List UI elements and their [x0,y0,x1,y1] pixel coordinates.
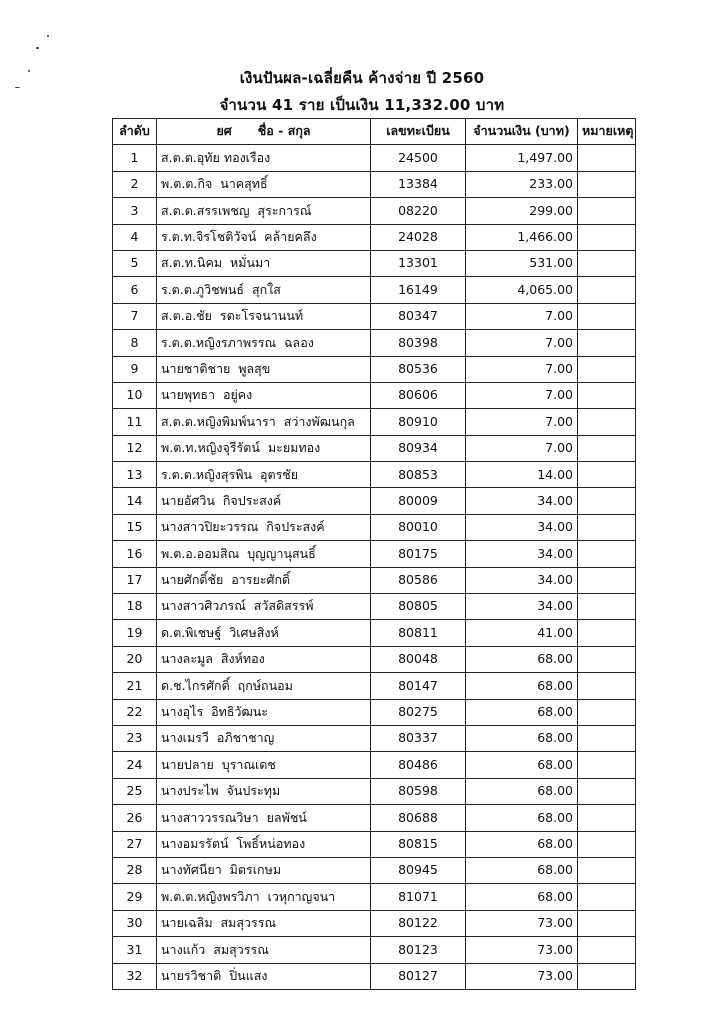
remark [578,752,636,778]
registration-number: 80486 [371,752,466,778]
amount: 34.00 [466,567,578,593]
amount: 1,497.00 [466,145,578,171]
amount: 34.00 [466,514,578,540]
header-no: ลำดับ [113,119,157,145]
member-name: นางสาววรรณวิษา ยลพัชน์ [157,805,371,831]
amount: 4,065.00 [466,277,578,303]
member-name: ร.ต.ต.หญิงสุรพิน อุตรชัย [157,462,371,488]
table-row [113,303,636,329]
member-name: นางอมรรัตน์ โพธิ์หน่อทอง [157,831,371,857]
registration-number: 80122 [371,910,466,936]
header-note: หมายเหตุ [578,119,636,145]
row-number: 3 [113,198,157,224]
registration-number: 80945 [371,857,466,883]
member-name: นางอุไร อิทธิวัฒนะ [157,699,371,725]
remark [578,409,636,435]
table-row [113,224,636,250]
table-row [113,910,636,936]
row-number: 32 [113,963,157,989]
row-number: 5 [113,250,157,276]
table-row [113,699,636,725]
remark [578,963,636,989]
table-row [113,805,636,831]
row-number: 18 [113,594,157,620]
member-name: ส.ต.อ.ชัย รตะโรจนานนท์ [157,303,371,329]
member-name: นายชาติชาย พูลสุข [157,356,371,382]
registration-number: 24500 [371,145,466,171]
registration-number: 80910 [371,409,466,435]
table-row [113,831,636,857]
registration-number: 16149 [371,277,466,303]
row-number: 20 [113,646,157,672]
registration-number: 81071 [371,884,466,910]
registration-number: 80398 [371,330,466,356]
amount: 41.00 [466,620,578,646]
amount: 68.00 [466,884,578,910]
registration-number: 80337 [371,725,466,751]
header-amount: จำนวนเงิน (บาท) [466,119,578,145]
row-number: 8 [113,330,157,356]
row-number: 14 [113,488,157,514]
registration-number: 80275 [371,699,466,725]
member-name: นางสาวศิวภรณ์ สวัสดิสรรพ์ [157,594,371,620]
table-row [113,725,636,751]
registration-number: 80123 [371,937,466,963]
row-number: 9 [113,356,157,382]
registration-number: 80606 [371,382,466,408]
amount: 7.00 [466,409,578,435]
row-number: 19 [113,620,157,646]
table-row [113,435,636,461]
row-number: 16 [113,541,157,567]
member-name: ส.ต.ท.นิคม หมั่นมา [157,250,371,276]
member-name: นางเมรวี อภิชาชาญ [157,725,371,751]
remark [578,382,636,408]
row-number: 2 [113,171,157,197]
document-subtitle: จำนวน 41 ราย เป็นเงิน 11,332.00 บาท [219,96,505,114]
amount: 7.00 [466,330,578,356]
registration-number: 80853 [371,462,466,488]
scan-speck [36,47,39,49]
registration-number: 80688 [371,805,466,831]
table-row [113,937,636,963]
member-name: นายพุทธา อยู่คง [157,382,371,408]
amount: 1,466.00 [466,224,578,250]
amount: 68.00 [466,646,578,672]
row-number: 26 [113,805,157,831]
remark [578,541,636,567]
remark [578,594,636,620]
amount: 73.00 [466,937,578,963]
registration-number: 80598 [371,778,466,804]
amount: 7.00 [466,435,578,461]
table-row [113,409,636,435]
remark [578,250,636,276]
registration-number: 80536 [371,356,466,382]
amount: 7.00 [466,382,578,408]
table-body [113,145,636,990]
row-number: 10 [113,382,157,408]
amount: 34.00 [466,488,578,514]
member-name: นายศักดิ์ชัย อารยะศักดิ์ [157,567,371,593]
remark [578,224,636,250]
row-number: 21 [113,673,157,699]
member-name: นางประไพ จันประทุม [157,778,371,804]
member-name: พ.ต.อ.ออมสิณ บุญญานุสนธิ์ [157,541,371,567]
header-reg: เลขทะเบียน [371,119,466,145]
member-name: พ.ต.ท.หญิงจุรีรัตน์ มะยมทอง [157,435,371,461]
member-name: ส.ต.ต.อุทัย ทองเรือง [157,145,371,171]
member-name: ส.ต.ต.หญิงพิมพ์นารา สว่างพัฒนกุล [157,409,371,435]
amount: 68.00 [466,805,578,831]
remark [578,831,636,857]
member-name: นางแก้ว สมสุวรรณ [157,937,371,963]
row-number: 27 [113,831,157,857]
amount: 299.00 [466,198,578,224]
table-header-row [113,119,636,145]
amount: 73.00 [466,910,578,936]
registration-number: 13384 [371,171,466,197]
member-name: ด.ต.พิเชษฐ์ วิเศษสิงห์ [157,620,371,646]
amount: 34.00 [466,541,578,567]
member-name: ร.ต.ต.ภูวิชพนธ์ สุกใส [157,277,371,303]
row-number: 30 [113,910,157,936]
member-name: ร.ต.ท.จิรโชติวัจน์ คล้ายคลึง [157,224,371,250]
registration-number: 13301 [371,250,466,276]
member-name: พ.ต.ต.กิจ นาคสุทธิ์ [157,171,371,197]
member-name: นางสาวปิยะวรรณ กิจประสงค์ [157,514,371,540]
amount: 7.00 [466,356,578,382]
table-row [113,541,636,567]
table-row [113,488,636,514]
row-number: 13 [113,462,157,488]
table-row [113,620,636,646]
remark [578,699,636,725]
registration-number: 80805 [371,594,466,620]
member-name: นายรวิชาติ ปิ่นแสง [157,963,371,989]
row-number: 7 [113,303,157,329]
registration-number: 80010 [371,514,466,540]
row-number: 31 [113,937,157,963]
remark [578,145,636,171]
registration-number: 80934 [371,435,466,461]
registration-number: 80815 [371,831,466,857]
remark [578,277,636,303]
amount: 73.00 [466,963,578,989]
table-row [113,145,636,171]
remark [578,884,636,910]
registration-number: 80147 [371,673,466,699]
table-row [113,778,636,804]
registration-number: 80009 [371,488,466,514]
remark [578,725,636,751]
amount: 14.00 [466,462,578,488]
remark [578,171,636,197]
member-name: นางละมูล สิงห์ทอง [157,646,371,672]
table-row [113,514,636,540]
registration-number: 80127 [371,963,466,989]
remark [578,514,636,540]
remark [578,567,636,593]
member-name: ส.ต.ต.สรรเพชญ สุระการณ์ [157,198,371,224]
remark [578,857,636,883]
table-row [113,594,636,620]
registration-number: 80347 [371,303,466,329]
amount: 68.00 [466,673,578,699]
member-name: นายอัศวิน กิจประสงค์ [157,488,371,514]
member-name: นายปลาย บุราณเดช [157,752,371,778]
remark [578,303,636,329]
amount: 233.00 [466,171,578,197]
registration-number: 80048 [371,646,466,672]
table-row [113,171,636,197]
remark [578,910,636,936]
remark [578,673,636,699]
amount: 531.00 [466,250,578,276]
table-row [113,673,636,699]
amount: 68.00 [466,725,578,751]
table-row [113,646,636,672]
row-number: 23 [113,725,157,751]
table-row [113,330,636,356]
table-row [113,356,636,382]
dividend-table [112,118,636,990]
amount: 68.00 [466,831,578,857]
amount: 34.00 [466,594,578,620]
remark [578,488,636,514]
remark [578,778,636,804]
row-number: 12 [113,435,157,461]
row-number: 22 [113,699,157,725]
table-row [113,382,636,408]
table-row [113,963,636,989]
table-row [113,462,636,488]
remark [578,937,636,963]
remark [578,356,636,382]
remark [578,198,636,224]
remark [578,330,636,356]
table-row [113,884,636,910]
table-row [113,567,636,593]
row-number: 4 [113,224,157,250]
row-number: 17 [113,567,157,593]
registration-number: 80811 [371,620,466,646]
member-name: นายเฉลิม สมสุวรรณ [157,910,371,936]
table-row [113,277,636,303]
header-name: ยศ ชื่อ - สกุล [157,119,371,145]
row-number: 15 [113,514,157,540]
row-number: 1 [113,145,157,171]
amount: 7.00 [466,303,578,329]
registration-number: 08220 [371,198,466,224]
row-number: 28 [113,857,157,883]
remark [578,462,636,488]
registration-number: 24028 [371,224,466,250]
remark [578,646,636,672]
row-number: 11 [113,409,157,435]
document-title: เงินปันผล-เฉลี่ยคืน ค้างจ่าย ปี 2560 [239,69,485,87]
amount: 68.00 [466,857,578,883]
registration-number: 80586 [371,567,466,593]
member-name: นางทัศนียา มิตรเกษม [157,857,371,883]
row-number: 25 [113,778,157,804]
amount: 68.00 [466,752,578,778]
table-row [113,250,636,276]
amount: 68.00 [466,699,578,725]
row-number: 6 [113,277,157,303]
member-name: ด.ช.ไกรศักดิ์ ฤกษ์ถนอม [157,673,371,699]
member-name: ร.ต.ต.หญิงรภาพรรณ ฉลอง [157,330,371,356]
row-number: 29 [113,884,157,910]
amount: 68.00 [466,778,578,804]
remark [578,435,636,461]
scan-speck [47,35,49,37]
remark [578,620,636,646]
member-name: พ.ต.ต.หญิงพรวิภา เวหุกาญจนา [157,884,371,910]
table-row [113,857,636,883]
row-number: 24 [113,752,157,778]
registration-number: 80175 [371,541,466,567]
table-row [113,198,636,224]
table-row [113,752,636,778]
remark [578,805,636,831]
